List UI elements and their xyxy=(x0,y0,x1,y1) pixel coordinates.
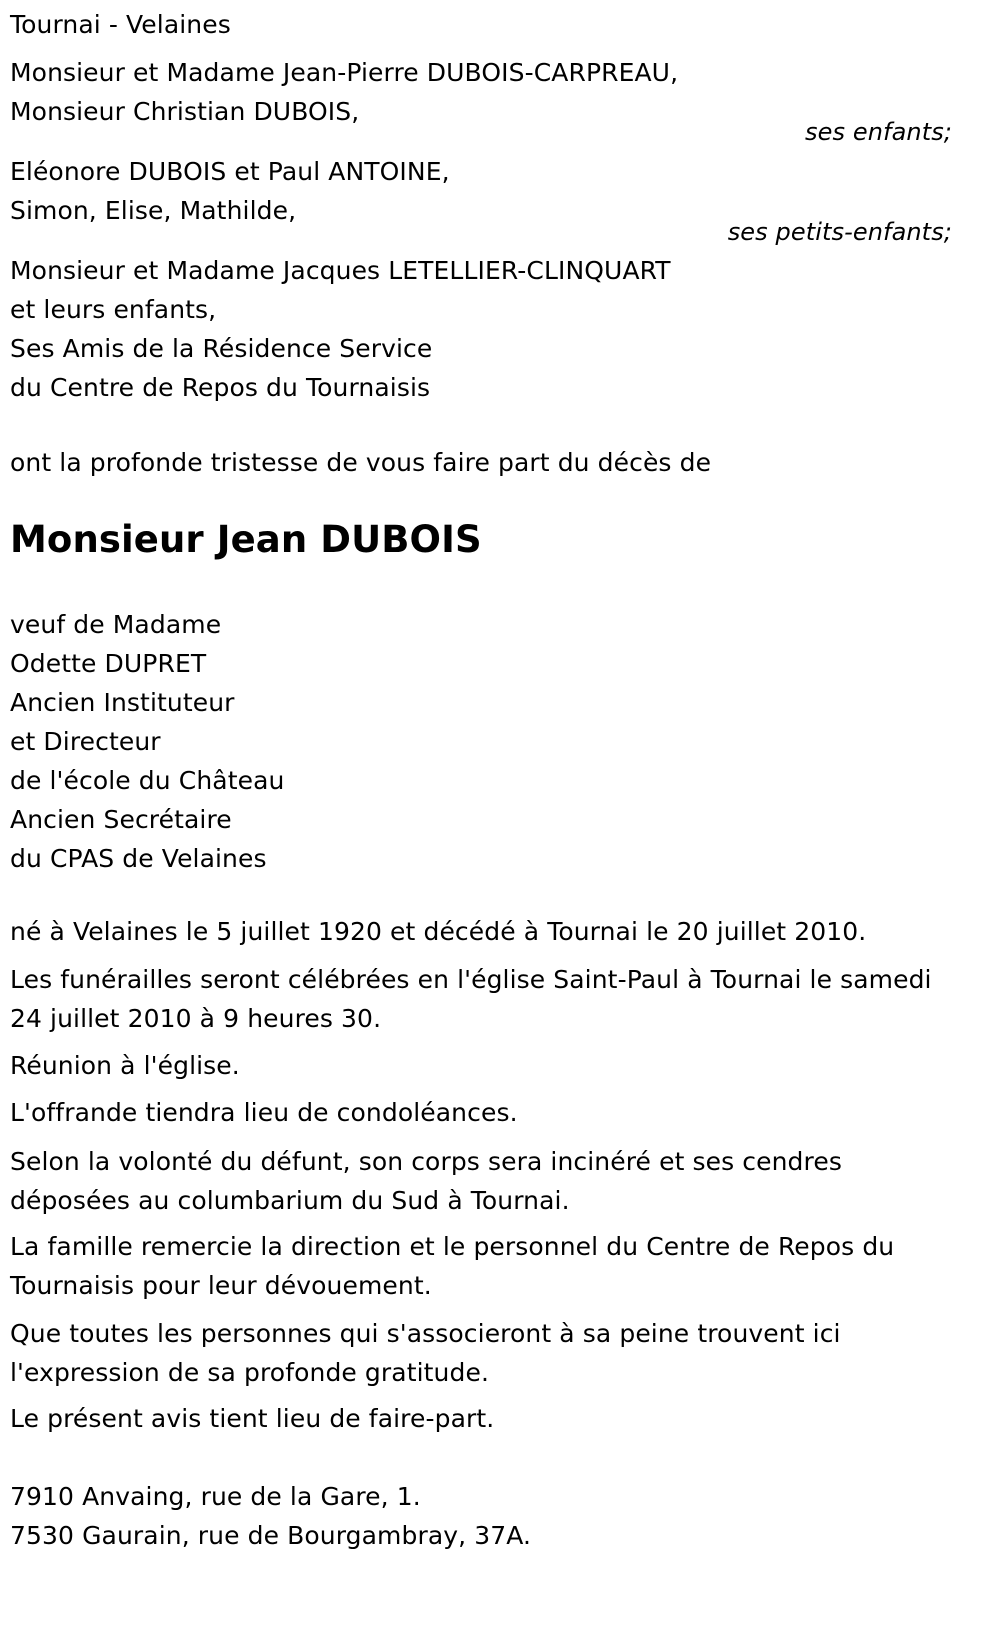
funeral-paragraph: Les funérailles seront célébrées en l'église Saint-Paul à Tournai le samedi 24 juillet 2010 à 9 heures 30. xyxy=(10,965,932,1033)
grandchildren-line: Simon, Elise, Mathilde, xyxy=(10,196,297,225)
detail-line: et Directeur xyxy=(10,727,161,756)
detail-line: de l'école du Château xyxy=(10,766,285,795)
addresses-block xyxy=(10,1477,531,1555)
gathering-paragraph: Réunion à l'église. xyxy=(10,1051,240,1080)
notice-paragraph: Le présent avis tient lieu de faire-part. xyxy=(10,1404,495,1433)
detail-line: veuf de Madame xyxy=(10,610,222,639)
location-heading: Tournai - Velaines xyxy=(10,10,231,39)
others-line: du Centre de Repos du Tournaisis xyxy=(10,373,431,402)
others-line: Monsieur et Madame Jacques LETELLIER-CLINQUART xyxy=(10,256,671,285)
address-line: 7530 Gaurain, rue de Bourgambray, 37A. xyxy=(10,1521,532,1550)
birth-death-paragraph: né à Velaines le 5 juillet 1920 et décédé à Tournai le 20 juillet 2010. xyxy=(10,917,867,946)
children-line: Monsieur et Madame Jean-Pierre DUBOIS-CARPREAU, xyxy=(10,58,679,87)
announcement-text: ont la profonde tristesse de vous faire part du décès de xyxy=(10,448,712,477)
offering-paragraph: L'offrande tiendra lieu de condoléances. xyxy=(10,1098,518,1127)
others-block xyxy=(10,251,990,407)
deceased-details xyxy=(10,605,284,878)
thanks-paragraph: La famille remercie la direction et le personnel du Centre de Repos du Tournaisis pour leur dévouement. xyxy=(10,1232,895,1300)
grandchildren-relation-label: ses petits-enfants; xyxy=(727,218,952,246)
cremation-paragraph: Selon la volonté du défunt, son corps sera inciné​ré et ses cendres déposées au columbarium du Sud à Tournai. xyxy=(10,1147,842,1215)
children-relation-label: ses enfants; xyxy=(805,118,952,146)
detail-line: Ancien Instituteur xyxy=(10,688,235,717)
others-line: Ses Amis de la Résidence Service xyxy=(10,334,433,363)
detail-line: Ancien Secrétaire xyxy=(10,805,232,834)
deceased-name: Monsieur Jean DUBOIS xyxy=(10,518,482,561)
children-line: Monsieur Christian DUBOIS, xyxy=(10,97,360,126)
detail-line: Odette DUPRET xyxy=(10,649,207,678)
others-line: et leurs enfants, xyxy=(10,295,217,324)
gratitude-paragraph: Que toutes les personnes qui s'associeront à sa peine trouvent ici l'expression de sa profonde gratitude. xyxy=(10,1319,841,1387)
detail-line: du CPAS de Velaines xyxy=(10,844,267,873)
grandchildren-line: Eléonore DUBOIS et Paul ANTOINE, xyxy=(10,157,450,186)
address-line: 7910 Anvaing, rue de la Gare, 1. xyxy=(10,1482,421,1511)
